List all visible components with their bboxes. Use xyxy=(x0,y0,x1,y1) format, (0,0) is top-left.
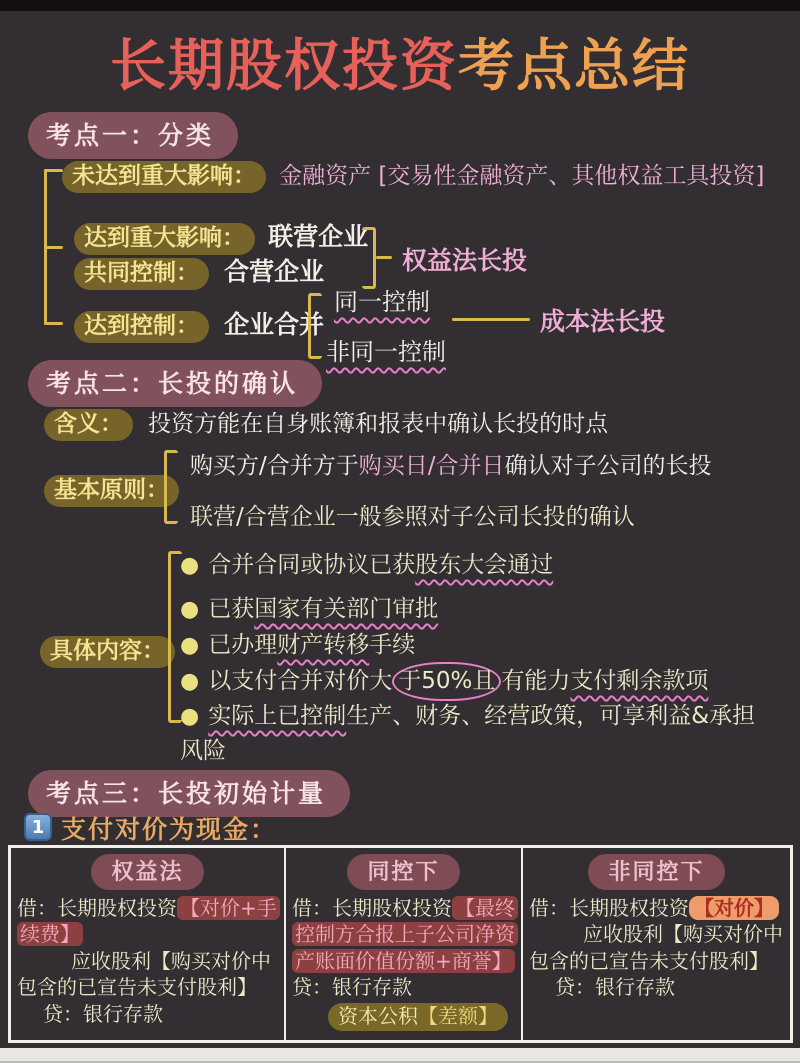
bullet3-wavy: 财产转移 xyxy=(277,632,370,658)
tree-branch-middle xyxy=(44,246,63,249)
column1-receivable-line: 应收股利【购买对价中包含的已宣告未支付股利】 xyxy=(17,948,271,1000)
detail-bullet-5 xyxy=(180,699,758,768)
bullet1-pre: 合并合同或协议已获 xyxy=(208,552,416,578)
principle-bracket xyxy=(164,450,178,524)
cash-consideration-label: 支付对价为现金： xyxy=(61,815,278,844)
non-same-control-branch: 非同一控制 xyxy=(326,338,446,366)
column3-receivable-line: 应收股利【购买对价中包含的已宣告未支付股利】 xyxy=(529,922,783,973)
bullet2-pre: 已获 xyxy=(208,596,255,622)
column2-debit-highlight: 【最终控制方合报上子公司净资产账面价值份额+商誉】 xyxy=(292,896,518,973)
column3-credit-line: 贷：银行存款 xyxy=(555,975,675,1000)
principle-line1-post: 确认对子公司的长投 xyxy=(504,453,712,479)
bullet4-pre: 以支付合并对价大 xyxy=(208,668,393,694)
bottom-page-strip xyxy=(0,1048,800,1063)
meaning-label: 含义： xyxy=(44,409,133,441)
capital-reserve-note: 【差额】 xyxy=(418,1003,498,1028)
column2-header: 同控下 xyxy=(347,854,459,890)
merger-brace xyxy=(308,293,322,359)
bullet3-pre: 已办理 xyxy=(208,632,278,658)
section1-badge: 考点一：分类 xyxy=(28,112,238,159)
section2-badge: 考点二：长投的确认 xyxy=(28,360,322,407)
column1-debit-highlight: 【对价+手续费】 xyxy=(17,896,280,946)
cost-method-connector xyxy=(452,318,530,321)
table-column-non-same-control xyxy=(521,848,790,1040)
bullet1-wavy: 股东大会通过 xyxy=(415,552,554,578)
column2-debit-line xyxy=(292,895,515,974)
bullet-dot: ● xyxy=(180,597,200,622)
principle-line2: 联营/合营企业一般参照对子公司长投的确认 xyxy=(190,504,635,530)
section3-badge: 考点三：长投初始计量 xyxy=(28,770,350,817)
principle-line1-highlight: 购买日/合并日 xyxy=(358,453,505,479)
bullet4-circled: 于50%且 xyxy=(392,662,501,701)
bullet4-mid: 有能力 xyxy=(501,668,571,694)
no-influence-text: 金融资产 [交易性金融资产、其他权益工具投资] xyxy=(279,163,765,189)
journal-entries-table xyxy=(8,845,793,1043)
bullet-dot: ● xyxy=(180,669,200,694)
control-text: 企业合并 xyxy=(224,310,325,339)
column3-debit-line xyxy=(529,895,784,921)
cost-method-result: 成本法长投 xyxy=(540,307,666,336)
bullet5-wavy: 实际上已控制 xyxy=(208,703,347,729)
classification-row-significant-influence xyxy=(74,217,368,253)
column2-credit-line: 贷：银行存款 xyxy=(292,975,412,1000)
bullet5-post: 生产、财务、经营政策，可享利益&承担风险 xyxy=(180,703,756,764)
column1-credit-line: 贷：银行存款 xyxy=(43,1001,163,1026)
significant-influence-label: 达到重大影响： xyxy=(74,223,255,255)
page-title-main: 长期股权投资 xyxy=(110,34,458,99)
detail-bullet-3 xyxy=(180,628,415,663)
detail-bullet-2 xyxy=(180,592,438,627)
joint-control-text: 合营企业 xyxy=(224,257,325,286)
tree-branch-bottom xyxy=(44,322,63,325)
detail-bullet-1 xyxy=(180,548,553,583)
column1-debit-line xyxy=(17,895,278,948)
principle-label-row xyxy=(44,471,179,504)
principle-line1 xyxy=(190,447,712,480)
table-column-equity-method xyxy=(11,848,284,1040)
principle-line1-pre: 购买方/合并方于 xyxy=(190,453,359,479)
capital-reserve-pill xyxy=(328,1003,508,1031)
page-title xyxy=(0,22,800,102)
column1-debit-pre: 借：长期股权投资 xyxy=(17,896,177,920)
joint-control-label: 共同控制： xyxy=(74,258,209,290)
equity-method-result: 权益法长投 xyxy=(402,246,528,275)
bullet3-post: 手续 xyxy=(369,632,416,658)
classification-row-control xyxy=(74,305,324,341)
no-influence-label: 未达到重大影响： xyxy=(62,161,266,193)
bullet-dot: ● xyxy=(180,553,200,578)
equity-method-bracket xyxy=(362,227,376,289)
column3-debit-pre: 借：长期股权投资 xyxy=(529,896,689,920)
detail-bullet-4 xyxy=(180,662,708,701)
meaning-row xyxy=(44,405,608,438)
keycap-number: 1 xyxy=(31,816,45,838)
classification-row-no-influence xyxy=(62,157,764,190)
column1-header: 权益法 xyxy=(91,854,203,890)
column3-header: 非同控下 xyxy=(588,854,724,890)
column3-debit-highlight: 【对价】 xyxy=(689,896,779,920)
keycap-1-icon xyxy=(24,813,52,841)
bullet-dot: ● xyxy=(180,633,200,658)
meaning-text: 投资方能在自身账簿和报表中确认长投的时点 xyxy=(148,411,609,437)
details-label: 具体内容： xyxy=(40,636,175,668)
bullet4-wavy: 支付剩余款项 xyxy=(570,668,709,694)
control-label: 达到控制： xyxy=(74,311,209,343)
bullet-dot: ● xyxy=(180,704,200,729)
top-letterbox-bar xyxy=(0,0,800,11)
bullet2-wavy: 国家有关部门审批 xyxy=(254,596,439,622)
tree-branch-top xyxy=(44,169,63,172)
significant-influence-text: 联营企业 xyxy=(268,222,369,251)
column2-capital-reserve-line xyxy=(328,1003,515,1029)
column2-debit-pre: 借：长期股权投资 xyxy=(292,896,452,920)
classification-row-joint-control xyxy=(74,252,324,288)
equity-method-bracket-nub xyxy=(376,256,392,259)
details-label-row xyxy=(40,632,175,665)
table-column-same-control xyxy=(284,848,521,1040)
page-title-suffix: 考点总结 xyxy=(458,34,690,99)
principle-label: 基本原则： xyxy=(44,475,179,507)
same-control-branch: 同一控制 xyxy=(334,288,430,316)
capital-reserve-text: 资本公积 xyxy=(338,1003,418,1028)
